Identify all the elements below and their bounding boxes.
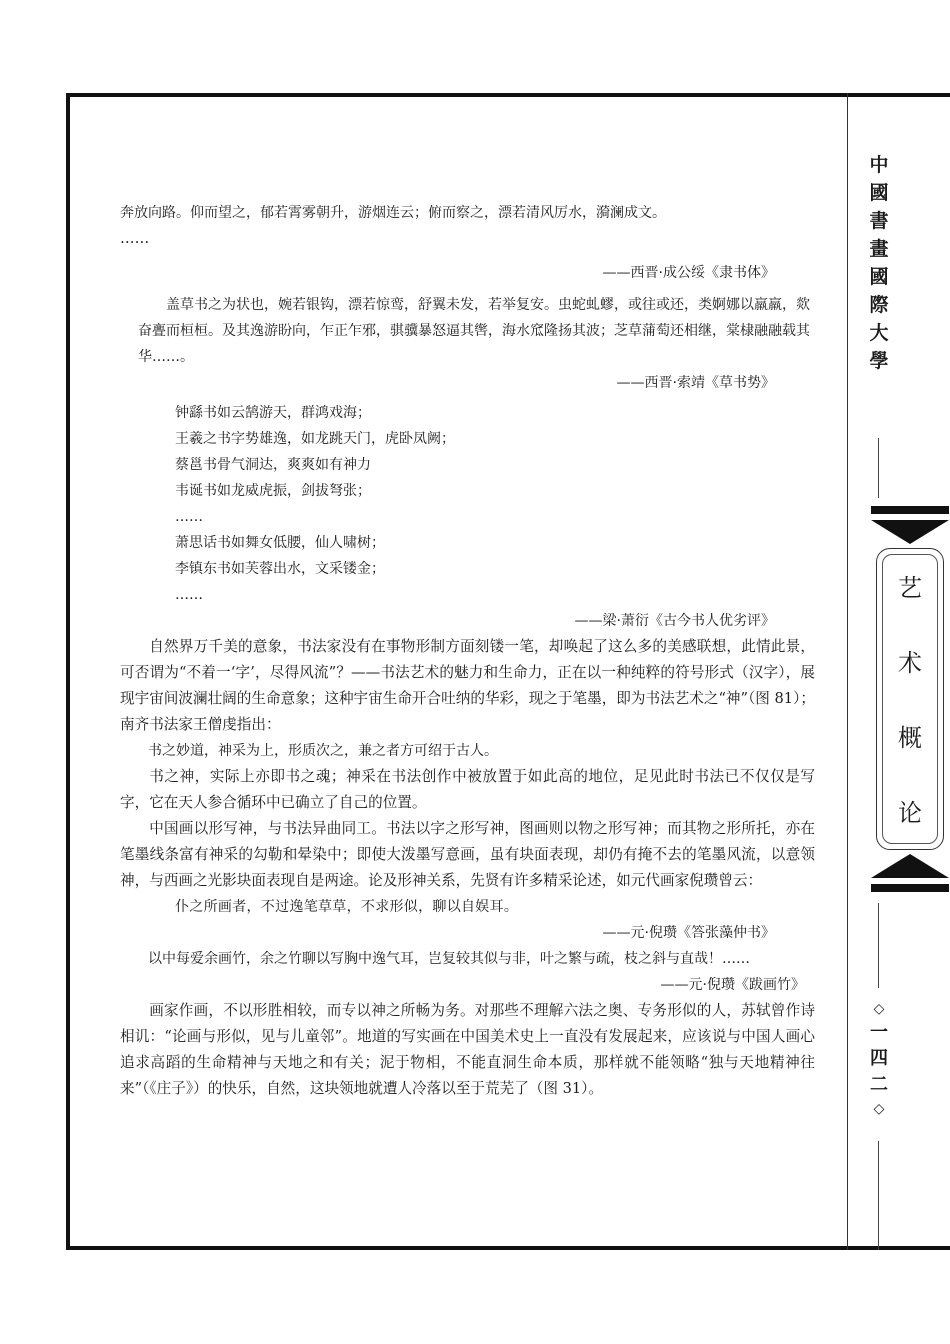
page-number (849, 998, 909, 1120)
page-digit: 一 (870, 1022, 888, 1043)
paragraph: 中国画以形写神，与书法异曲同工。书法以字之形写神，图画则以物之形写神；而其物之形所托，亦在笔墨线条富有神采的勾勒和晕染中；即使大泼墨写意画，虽有块面表现，却仍有掩不去的笔墨风流，以意领神，与西画之光影块面表现自是两途。论及形神关系，先贤有许多精采论述，如元代画家倪瓒曾云： (120, 820, 815, 889)
chapter-char: 概 (898, 724, 922, 752)
university-char: 書 (869, 210, 889, 232)
sidebar-rule (878, 1141, 879, 1250)
university-char: 國 (869, 182, 889, 204)
poem-line: …… (175, 587, 203, 603)
poem-line: 蔡邕书骨气洞达，爽爽如有神力 (175, 457, 371, 473)
university-char: 大 (869, 322, 889, 344)
paragraph: 书之神，实际上亦即书之魂；神采在书法创作中被放置于如此高的地位，足见此时书法已不仅仅是写字，它在天人参合循环中已确立了自己的位置。 (120, 768, 815, 811)
quote-line: 仆之所画者，不过逸笔草草，不求形似，聊以自娱耳。 (175, 899, 519, 915)
citation: ——元·倪瓒《答张藻仲书》 (602, 925, 775, 941)
diamond-icon: ◇ (873, 1001, 885, 1017)
university-char: 畫 (869, 238, 889, 260)
citation: ——元·倪瓒《跋画竹》 (660, 977, 805, 993)
poem-line: 李镇东书如芙蓉出水，文采镂金； (175, 561, 385, 577)
university-char: 學 (869, 350, 889, 372)
citation: ——梁·萧衍《古今书人优劣评》 (574, 613, 775, 629)
university-name (849, 151, 909, 375)
university-char: 國 (869, 266, 889, 288)
university-char: 際 (869, 294, 889, 316)
poem-block (120, 400, 815, 608)
chapter-emblem (871, 506, 949, 892)
sidebar-rule (878, 903, 879, 988)
chapter-char: 艺 (898, 574, 922, 602)
paragraph: 自然界万千美的意象，书法家没有在事物形制方面刻镂一笔，却唤起了这么多的美感联想，此情此景，可否谓为“不着一‘字’，尽得风流”？——书法艺术的魅力和生命力，正在以一种纯粹的符号形式（汉字），展现宇宙间波澜壮阔的生命意象；这种宇宙生命开合吐纳的华彩，现之于笔墨，即为书法艺术之“神”（图 81）；南齐书法家王僧虔指出： (120, 638, 815, 733)
citation: ——西晋·成公绥《隶书体》 (602, 265, 775, 281)
ellipsis: …… (120, 230, 150, 247)
diamond-icon: ◇ (873, 1101, 885, 1117)
poem-line: 萧思话书如舞女低腰，仙人啸树； (175, 535, 385, 551)
page-digit: 四 (870, 1048, 888, 1069)
page-digit: 二 (870, 1074, 888, 1095)
poem-line: 王羲之书字势雄逸，如龙跳天门，虎卧凤阙； (175, 431, 455, 447)
quote-line: 书之妙道，神采为上，形质次之，兼之者方可绍于古人。 (148, 743, 498, 759)
sidebar-divider (847, 93, 848, 1250)
chapter-char: 论 (898, 799, 922, 827)
poem-line: …… (175, 509, 203, 525)
poem-line: 钟繇书如云鹄游天，群鸿戏海； (175, 405, 371, 421)
emblem-bottom-bar (871, 884, 949, 892)
emblem-top-chevron (871, 520, 949, 544)
sidebar-rule (878, 438, 879, 498)
text-line: 奔放向路。仰而望之，郁若霄雾朝升，游烟连云；俯而察之，漂若清风厉水，漪澜成文。 (120, 205, 666, 221)
emblem-top-bar (871, 506, 949, 514)
emblem-bottom-chevron (871, 854, 949, 878)
paragraph: 画家作画，不以形胜相较，而专以神之所畅为务。对那些不理解六法之奥、专务形似的人，苏轼曾作诗相讥：“论画与形似，见与儿童邻”。地道的写实画在中国美术史上一直没有发展起来，应该说与中国人画心追求高蹈的生命精神与天地之和有关；泥于物相，不能直洞生命本质，那样就不能领略“独与天地精神往来”（《庄子》）的快乐，自然，这块领地就遭人冷落以至于荒芜了（图 31）。 (120, 1002, 815, 1097)
chapter-title (871, 568, 949, 828)
main-text (120, 200, 815, 1102)
citation: ——西晋·索靖《草书势》 (616, 375, 775, 391)
poem-line: 韦诞书如龙威虎振，剑拔弩张； (175, 483, 371, 499)
chapter-char: 术 (898, 649, 922, 677)
quote-block: 以中每爱余画竹，余之竹聊以写胸中逸气耳，岂复较其似与非，叶之繁与疏，枝之斜与直哉！…… (148, 951, 750, 967)
sidebar (849, 93, 950, 1250)
university-char: 中 (869, 154, 889, 176)
quote-block: 盖草书之为状也，婉若银钩，漂若惊鸾，舒翼未发，若举复安。虫蛇虬蟉，或往或还，类婀娜以羸羸，欻奋亹而桓桓。及其逸游盼向，乍正乍邪，骐骥暴怒逼其辔，海水窊隆扬其波；芝草蒲萄还相继，棠棣融融载其华……。 (138, 297, 810, 365)
